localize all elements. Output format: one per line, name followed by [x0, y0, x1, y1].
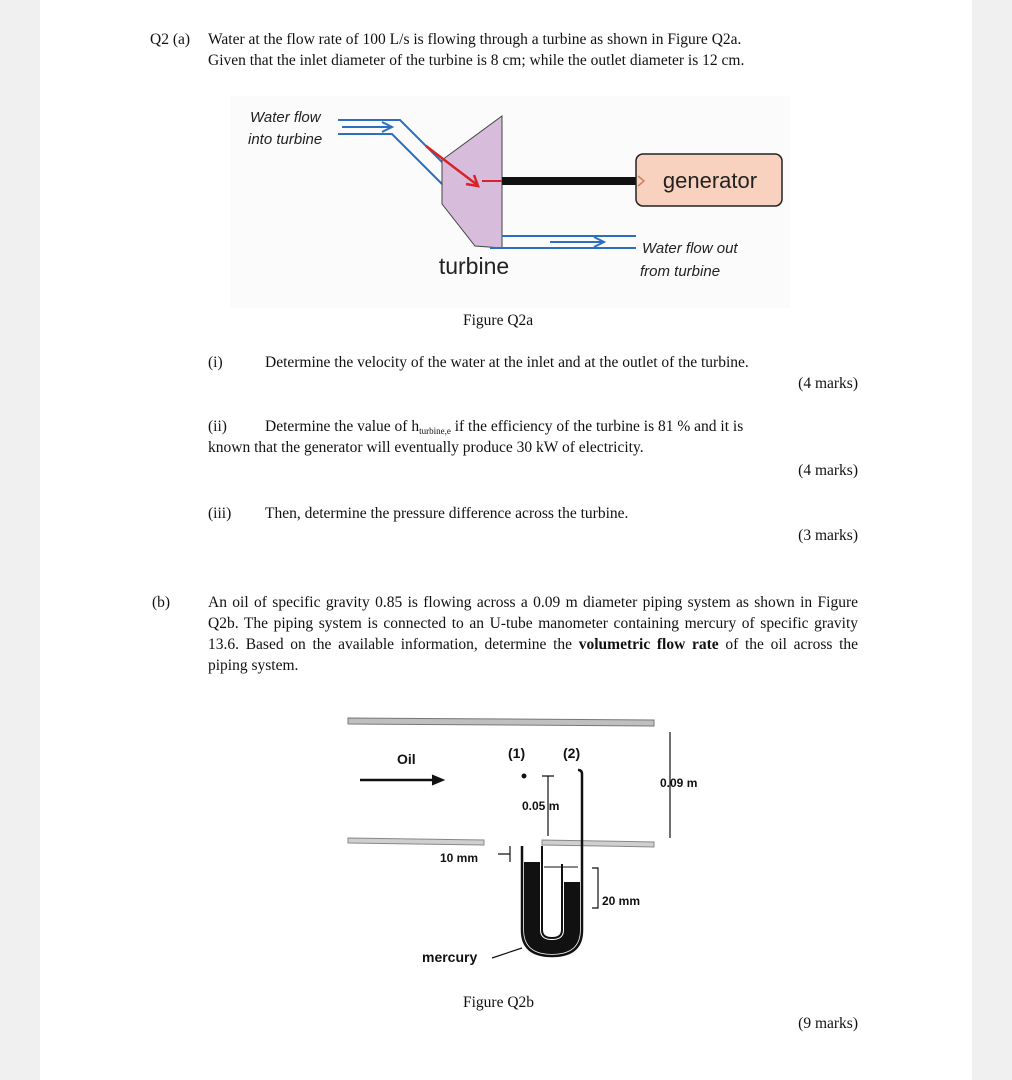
- point-2-label: (2): [563, 745, 581, 761]
- part-iii-marks: (3 marks): [798, 527, 858, 544]
- generator-label: generator: [662, 168, 758, 193]
- pipe-top-wall: [348, 718, 654, 726]
- part-i-number: (i): [208, 354, 223, 371]
- figure-q2a-caption: Figure Q2a: [463, 312, 534, 329]
- point-1-label: (1): [508, 745, 526, 761]
- level-difference-bracket: [592, 868, 598, 908]
- document-page: [40, 0, 972, 1080]
- part-b-paragraph: [208, 592, 858, 676]
- u-tube-inner: [542, 846, 562, 938]
- part-b-marks: (9 marks): [798, 1015, 858, 1032]
- part-ii-marks: (4 marks): [798, 462, 858, 479]
- point-1-marker: [522, 774, 527, 779]
- part-b-number: (b): [152, 594, 171, 611]
- tube-width-label: 10 mm: [440, 851, 479, 865]
- part-ii-subscript: turbine,e: [419, 426, 451, 436]
- part-i-text: Determine the velocity of the water at the inlet and at the outlet of the turbine.: [265, 354, 749, 371]
- part-ii-text-b: if the efficiency of the turbine is 81 % and it is: [450, 418, 744, 435]
- part-iii-text: Then, determine the pressure difference across the turbine.: [265, 505, 629, 522]
- oil-label: Oil: [397, 751, 416, 767]
- mercury-label: mercury: [422, 949, 478, 965]
- figure-q2b-caption: Figure Q2b: [463, 994, 535, 1011]
- level-difference-label: 20 mm: [602, 894, 641, 908]
- turbine-shaft: [502, 177, 637, 185]
- question-text-line2: Given that the inlet diameter of the turbine is 8 cm; while the outlet diameter is 12 cm.: [208, 52, 745, 69]
- oil-flow-arrowhead: [432, 775, 444, 785]
- figure-q2b-manometer-diagram: [330, 712, 698, 982]
- part-iii-number: (iii): [208, 505, 232, 522]
- part-b-bold-term: volumetric flow rate: [578, 636, 719, 653]
- figure-q2a-turbine-diagram: [230, 96, 790, 308]
- part-i-marks: (4 marks): [798, 375, 858, 392]
- tube-width-dimension: [498, 846, 510, 862]
- outlet-label-line1: Water flow out: [642, 240, 738, 257]
- pipe-bottom-wall-right: [542, 840, 654, 847]
- question-label: Q2 (a): [150, 31, 191, 48]
- inlet-label-line1: Water flow: [250, 109, 321, 126]
- part-ii-text-line2: known that the generator will eventually produce 30 kW of electricity.: [208, 439, 644, 456]
- question-text-line1: Water at the flow rate of 100 L/s is flowing through a turbine as shown in Figure Q2a.: [208, 31, 742, 48]
- inlet-label-line2: into turbine: [248, 131, 323, 148]
- part-b-text-before: An oil of specific gravity 0.85 is flowing across a 0.09 m diameter piping system as shown in Figure Q2b. The piping system is connected to an U-tube manometer containing mercury of specific gravity 13.6. Based on the available information, determine the: [208, 594, 858, 653]
- outlet-label-line2: from turbine: [640, 263, 721, 280]
- mercury-leader-line: [492, 948, 522, 958]
- part-ii-number: (ii): [208, 418, 227, 435]
- part-ii-text-a: Determine the value of h: [265, 418, 420, 435]
- pipe-bottom-wall-left: [348, 838, 484, 845]
- part-b-text-after: of the oil across the piping system.: [208, 636, 859, 674]
- turbine-label: turbine: [438, 253, 510, 279]
- diameter-label: 0.09 m: [660, 776, 698, 790]
- mercury-fill: [524, 862, 580, 954]
- gap-dimension-label: 0.05 m: [522, 799, 560, 813]
